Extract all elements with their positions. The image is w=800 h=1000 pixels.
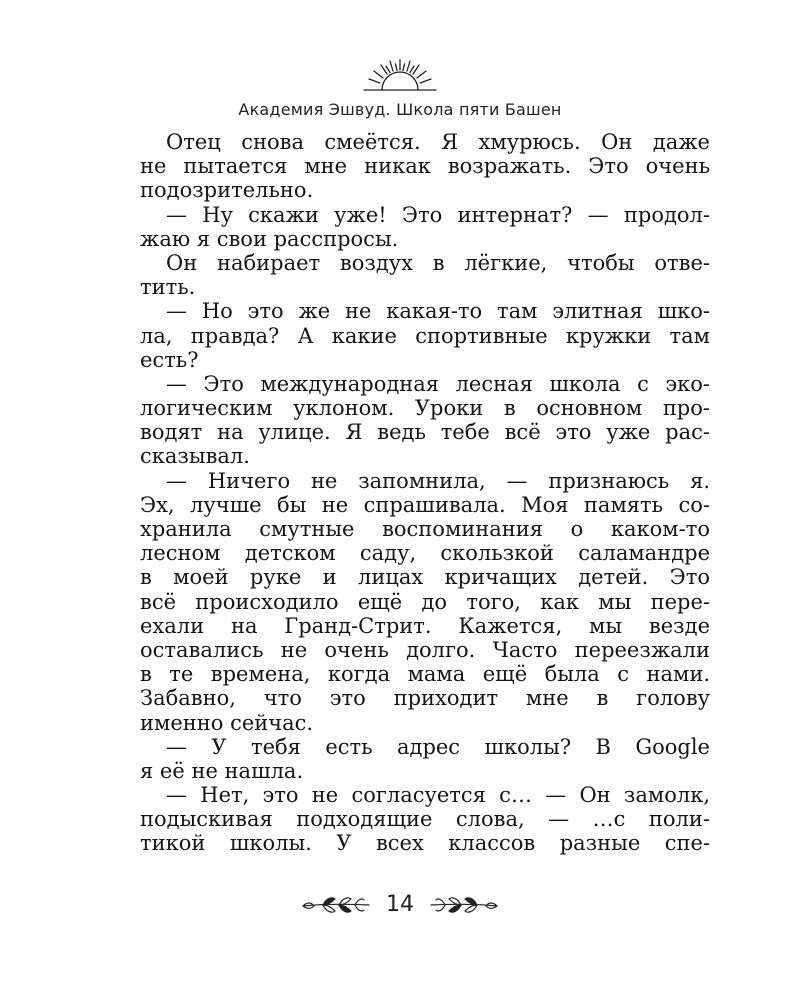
text-line: всё происходило ещё до того, как мы пере- [140, 589, 710, 614]
text-line: хранила смутные воспоминания о каком-то [140, 517, 710, 541]
text-line: сказывал. [140, 444, 250, 469]
text-line: ехали на Гранд-Стрит. Кажется, мы везде [140, 613, 710, 638]
leaf-vine-right-icon [429, 893, 499, 917]
text-line: Отец снова смеётся. Я хмурюсь. Он даже [166, 130, 710, 154]
text-line: — У тебя есть адрес школы? В Google [166, 734, 710, 759]
text-line: я её не нашла. [140, 758, 304, 783]
text-line: тить. [140, 275, 196, 300]
text-line: лесном детском саду, скользкой саламандре [140, 541, 710, 566]
text-line: в моей руке и лицах кричащих детей. Это [140, 565, 710, 590]
text-line: — Ничего не запомнила, — признаюсь я. [166, 468, 710, 493]
text-line: Эх, лучше бы не спрашивала. Моя память со- [140, 492, 710, 517]
text-line: есть? [140, 347, 199, 372]
body-text [140, 130, 710, 856]
text-line: жаю я свои расспросы. [140, 226, 399, 251]
text-line: — Ну скажи уже! Это интернат? — продол- [166, 202, 710, 227]
text-line: не пытается мне никак возражать. Это очень [140, 154, 710, 179]
leaf-vine-left-icon [301, 893, 371, 917]
text-line: логическим уклоном. Уроки в основном про- [140, 396, 710, 421]
text-line: — Это международная лесная школа с эко- [166, 371, 710, 396]
page-header [0, 58, 800, 119]
text-line: именно сейчас. [140, 710, 314, 735]
text-line: Он набирает воздух в лёгкие, чтобы отве- [166, 250, 710, 275]
text-line: подозрительно. [140, 178, 314, 203]
text-line: — Но это же не какая-то там элитная шко- [166, 299, 710, 324]
text-line: ла, правда? А какие спортивные кружки там [140, 323, 710, 348]
page-number: 14 [386, 892, 414, 917]
running-title: Академия Эшвуд. Школа пяти Башен [238, 100, 562, 119]
text-line: — Нет, это не согласуется с… — Он замолк, [166, 783, 710, 808]
page-footer [0, 892, 800, 932]
text-line: в те времена, когда мама ещё была с нами. [140, 662, 710, 687]
text-line: оставались не очень долго. Часто переезжали [140, 637, 710, 662]
text-line: водят на улице. Я ведь тебе всё это уже рас- [140, 420, 710, 445]
text-line: тикой школы. У всех классов разные спе- [140, 831, 710, 856]
text-line: Забавно, что это приходит мне в голову [140, 686, 710, 711]
rising-sun-icon [360, 58, 440, 100]
text-line: подыскивая подходящие слова, — …с поли- [140, 807, 710, 832]
